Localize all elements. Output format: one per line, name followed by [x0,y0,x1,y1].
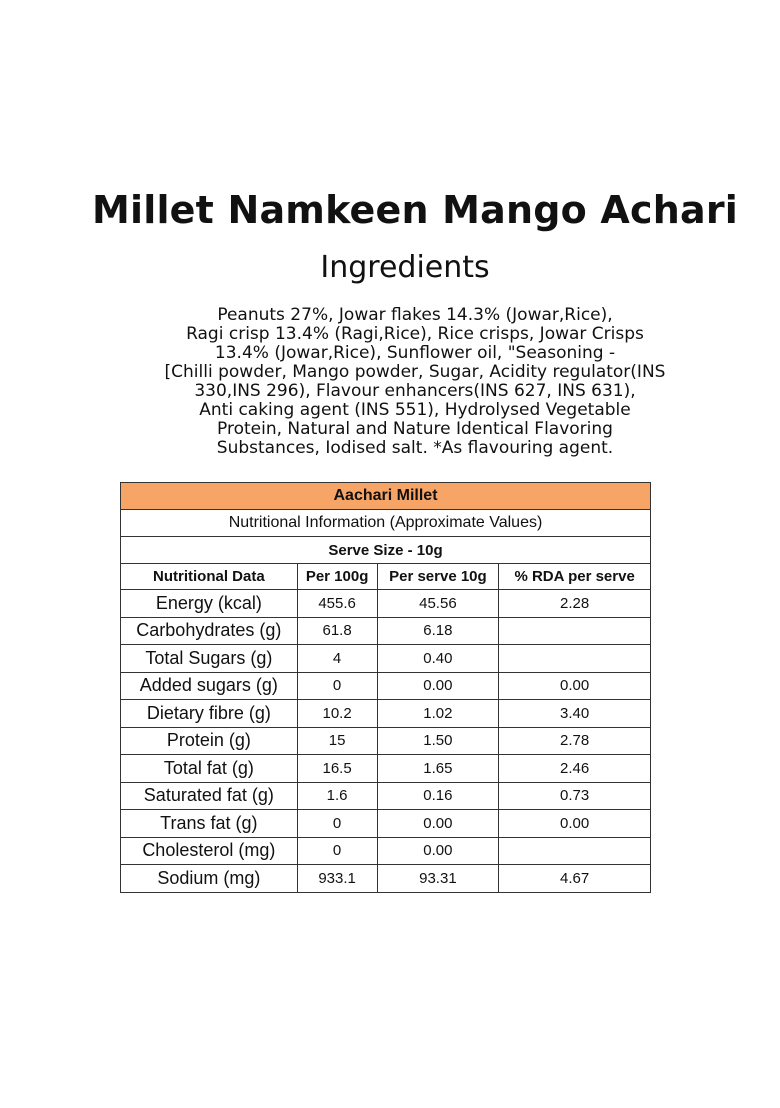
per-serve-cell: 0.00 [377,810,499,838]
product-title: Millet Namkeen Mango Achari [91,188,739,232]
nutrient-cell: Trans fat (g) [121,810,298,838]
per-100g-cell: 1.6 [297,782,377,810]
nutrient-cell: Total fat (g) [121,755,298,783]
ingredients-line: 330,INS 296), Flavour enhancers(INS 627, INS 631), [194,381,636,401]
nutrient-cell: Protein (g) [121,727,298,755]
ingredients-line: Protein, Natural and Nature Identical Flavoring [217,419,613,439]
per-serve-cell: 0.00 [377,837,499,865]
table-row [121,645,651,673]
per-serve-cell: 0.00 [377,672,499,700]
per-serve-cell: 1.02 [377,700,499,728]
table-row [121,617,651,645]
column-header: % RDA per serve [499,564,651,590]
per-serve-cell: 0.16 [377,782,499,810]
table-row [121,727,651,755]
per-100g-cell: 10.2 [297,700,377,728]
ingredients-line: 13.4% (Jowar,Rice), Sunflower oil, "Seasoning - [214,343,616,363]
per-100g-cell: 455.6 [297,590,377,618]
nutrient-cell: Total Sugars (g) [121,645,298,673]
ingredients-line: Peanuts 27%, Jowar flakes 14.3% (Jowar,Rice), [217,305,613,325]
table-row [121,672,651,700]
per-100g-cell: 15 [297,727,377,755]
table-subtitle-row [121,510,651,537]
per-serve-cell: 0.40 [377,645,499,673]
per-100g-cell: 16.5 [297,755,377,783]
rda-cell: 0.00 [499,672,651,700]
nutrient-cell: Dietary fibre (g) [121,700,298,728]
table-title-row [121,483,651,510]
rda-cell [499,617,651,645]
nutrient-cell: Saturated fat (g) [121,782,298,810]
rda-cell: 0.73 [499,782,651,810]
serve-size-row [121,537,651,564]
serve-size: Serve Size - 10g [121,537,651,564]
rda-cell [499,837,651,865]
table-row [121,810,651,838]
rda-cell: 4.67 [499,865,651,893]
rda-cell: 2.28 [499,590,651,618]
nutrient-cell: Energy (kcal) [121,590,298,618]
table-row [121,837,651,865]
per-100g-cell: 0 [297,810,377,838]
table-title: Aachari Millet [121,483,651,510]
nutrient-cell: Sodium (mg) [121,865,298,893]
table-row [121,865,651,893]
rda-cell: 3.40 [499,700,651,728]
nutrient-cell: Cholesterol (mg) [121,837,298,865]
rda-cell: 2.78 [499,727,651,755]
table-row [121,755,651,783]
nutrient-cell: Added sugars (g) [121,672,298,700]
per-serve-cell: 45.56 [377,590,499,618]
per-100g-cell: 4 [297,645,377,673]
nutrient-cell: Carbohydrates (g) [121,617,298,645]
ingredients-list [110,306,720,458]
rda-cell: 2.46 [499,755,651,783]
table-subtitle: Nutritional Information (Approximate Values) [121,510,651,537]
per-100g-cell: 933.1 [297,865,377,893]
ingredients-heading: Ingredients [320,250,490,285]
per-serve-cell: 1.65 [377,755,499,783]
table-row [121,700,651,728]
ingredients-line: Ragi crisp 13.4% (Ragi,Rice), Rice crisps, Jowar Crisps [186,324,644,344]
per-100g-cell: 0 [297,837,377,865]
column-header: Per serve 10g [377,564,499,590]
nutrition-table [120,482,651,893]
per-serve-cell: 6.18 [377,617,499,645]
per-serve-cell: 93.31 [377,865,499,893]
ingredients-line: Anti caking agent (INS 551), Hydrolysed Vegetable [199,400,631,420]
per-100g-cell: 61.8 [297,617,377,645]
table-row [121,590,651,618]
per-serve-cell: 1.50 [377,727,499,755]
ingredients-line: [Chilli powder, Mango powder, Sugar, Acidity regulator(INS [164,362,666,382]
column-header: Nutritional Data [121,564,298,590]
ingredients-line: Substances, Iodised salt. *As flavouring agent. [216,438,614,458]
rda-cell: 0.00 [499,810,651,838]
column-header: Per 100g [297,564,377,590]
table-row [121,782,651,810]
table-header-row [121,564,651,590]
per-100g-cell: 0 [297,672,377,700]
rda-cell [499,645,651,673]
